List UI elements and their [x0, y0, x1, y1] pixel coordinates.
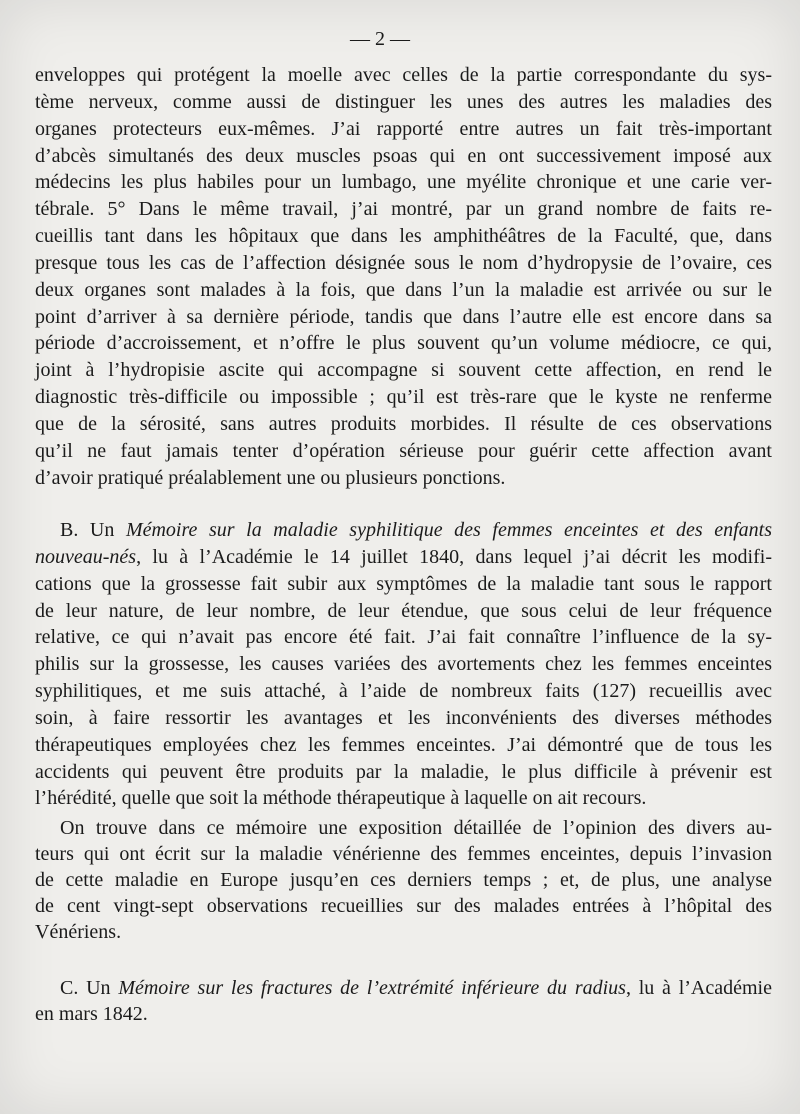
- text-line: point d’arriver à sa dernière période, tandis que dans l’autre elle est encore dans sa: [35, 305, 772, 328]
- text-line: organes protecteurs eux-mêmes. J’ai rapporté entre autres un fait très-important: [35, 117, 772, 140]
- text-line: [35, 544, 772, 571]
- text-line: accidents qui peuvent être produits par la maladie, le plus difficile à prévenir est: [35, 760, 772, 783]
- section-b-heading-line: [35, 517, 772, 544]
- text-line: que de la sérosité, sans autres produits morbides. Il résulte de ces observations: [35, 412, 772, 435]
- paragraph-section-b: [35, 517, 772, 812]
- text-line: thérapeutiques employées chez les femmes enceintes. J’ai démontré que de tous les: [35, 733, 772, 756]
- text-line: période d’accroissement, et n’offre le plus souvent qu’un volume médiocre, ce qui,: [35, 332, 772, 355]
- text-line: relative, ce qui n’avait pas encore été fait. J’ai fait connaître l’influence de la sy-: [35, 626, 772, 649]
- memoire-title: Mémoire sur les fractures de l’extrémité inférieure du radius: [118, 977, 626, 999]
- memoire-title: nouveau-nés: [35, 545, 137, 568]
- paragraph-section-b-continued: [35, 815, 772, 945]
- page-number: — 2 —: [350, 28, 410, 50]
- text-line: cations que la grossesse fait subir aux symptômes de la maladie tant sous le rapport: [35, 572, 772, 595]
- text-line: presque tous les cas de l’affection désignée sous le nom d’hydropysie de l’ovaire, ces: [35, 251, 772, 274]
- paragraph-section-c: [35, 975, 772, 1027]
- text-line: médecins les plus habiles pour un lumbago, une myélite chronique et une carie ver-: [35, 171, 772, 194]
- text-line: soin, à faire ressortir les avantages et les inconvénients des diverses méthodes: [35, 706, 772, 729]
- text-line: tème nerveux, comme aussi de distinguer les unes des autres les maladies des: [35, 90, 772, 113]
- text-line: cueillis tant dans les hôpitaux que dans les amphithéâtres de la Faculté, que, dans: [35, 225, 772, 248]
- text-line: deux organes sont malades à la fois, que dans l’un la maladie est arrivée ou sur le: [35, 278, 772, 301]
- section-label: C. Un: [60, 977, 119, 999]
- text-line: teurs qui ont écrit sur la maladie vénérienne des femmes enceintes, depuis l’invasion: [35, 843, 772, 865]
- section-label: B. Un: [60, 519, 126, 541]
- text-line: joint à l’hydropisie ascite qui accompagne si souvent cette affection, en rend le: [35, 359, 772, 382]
- paragraph-continuation: [35, 62, 772, 492]
- text-line: d’avoir pratiqué préalablement une ou plusieurs ponctions.: [35, 466, 506, 489]
- text-line: On trouve dans ce mémoire une exposition détaillée de l’opinion des divers au-: [60, 817, 772, 839]
- memoire-title: Mémoire sur la maladie syphilitique des femmes enceintes et des enfants: [125, 519, 772, 541]
- text-line: philis sur la grossesse, les causes variées des avortements chez les femmes enceintes: [35, 653, 772, 676]
- text-line: enveloppes qui protégent la moelle avec celles de la partie correspondante du sys-: [35, 64, 772, 86]
- text-line: de cette maladie en Europe jusqu’en ces derniers temps ; et, de plus, une analyse: [35, 869, 772, 891]
- text-line: syphilitiques, et me suis attaché, à l’aide de nombreux faits (127) recueillis avec: [35, 680, 772, 703]
- text-line: de cent vingt-sept observations recueillies sur des malades entrées à l’hôpital des: [35, 895, 772, 917]
- text-line: l’hérédité, quelle que soit la méthode thérapeutique à laquelle on ait recours.: [35, 787, 647, 810]
- text-line: de leur nature, de leur nombre, de leur étendue, que sous celui de leur fréquence: [35, 599, 772, 622]
- line-segment: , lu à l’Académie le 14 juillet 1840, dans lequel j’ai décrit les modifi-: [136, 545, 772, 568]
- text-line: qu’il ne faut jamais tenter d’opération sérieuse pour guérir cette affection avant: [35, 439, 772, 462]
- text-line: en mars 1842.: [35, 1003, 148, 1025]
- text-line: d’abcès simultanés des deux muscles psoas qui en ont successivement imposé aux: [35, 144, 772, 167]
- text-line: tébrale. 5° Dans le même travail, j’ai montré, par un grand nombre de faits re-: [35, 198, 772, 221]
- text-line: diagnostic très-difficile ou impossible ; qu’il est très-rare que le kyste ne renferme: [35, 386, 772, 409]
- text-line: Vénériens.: [35, 921, 122, 943]
- section-c-heading-line: [35, 975, 772, 1001]
- line-segment: , lu à l’Académie: [625, 977, 772, 999]
